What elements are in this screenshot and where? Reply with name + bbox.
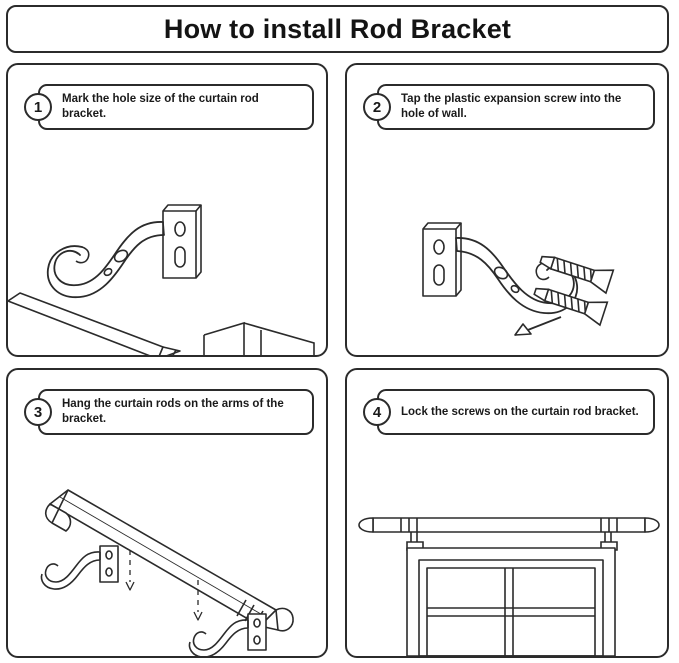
step-number-1: 1 xyxy=(24,93,52,121)
step-number-4: 4 xyxy=(363,398,391,426)
step-panel-2 xyxy=(345,63,669,357)
step-number-3: 3 xyxy=(24,398,52,426)
step-caption-3: Hang the curtain rods on the arms of the bracket. xyxy=(38,389,314,435)
step-caption-4: Lock the screws on the curtain rod bracket. xyxy=(377,389,655,435)
step-caption-2: Tap the plastic expansion screw into the hole of wall. xyxy=(377,84,655,130)
step-illustration-4 xyxy=(347,430,667,656)
step-header-1 xyxy=(24,83,314,131)
page-title: How to install Rod Bracket xyxy=(163,13,512,44)
step-illustration-1 xyxy=(8,125,326,355)
step-header-4 xyxy=(363,388,655,436)
step-panel-1 xyxy=(6,63,328,357)
step-illustration-3 xyxy=(8,430,326,656)
step-caption-1: Mark the hole size of the curtain rod bracket. xyxy=(38,84,314,130)
page-title-banner xyxy=(6,5,669,53)
step-panel-4 xyxy=(345,368,669,658)
step-panel-3 xyxy=(6,368,328,658)
step-illustration-2 xyxy=(347,125,667,355)
step-number-2: 2 xyxy=(363,93,391,121)
step-header-3 xyxy=(24,388,314,436)
step-header-2 xyxy=(363,83,655,131)
